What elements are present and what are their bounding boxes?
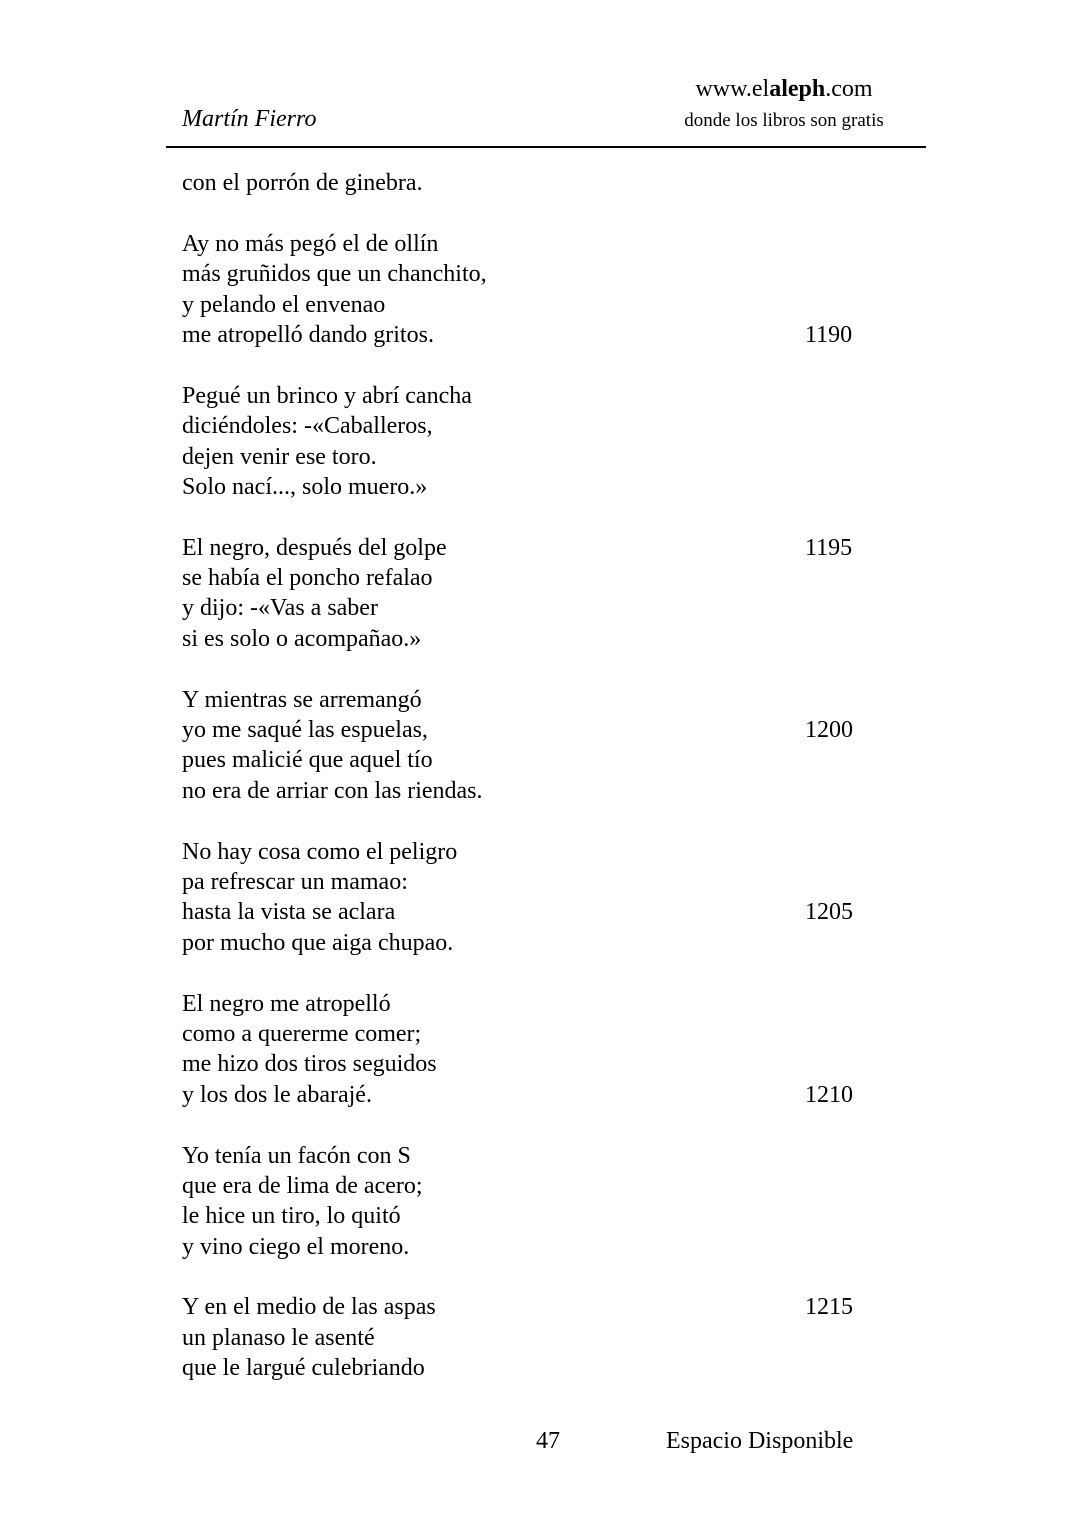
verse-line <box>182 624 882 654</box>
verse-line <box>182 1049 882 1079</box>
verse-text: No hay cosa como el peligro <box>182 838 458 865</box>
verse-line <box>182 1323 882 1353</box>
verse-text: dejen venir ese toro. <box>182 443 377 470</box>
verse-text: Pegué un brinco y abrí cancha <box>182 382 472 409</box>
stanza <box>182 685 882 807</box>
verse-text: me hizo dos tiros seguidos <box>182 1051 437 1078</box>
verse-line <box>182 442 882 472</box>
verse-line <box>182 1080 882 1110</box>
verse-line <box>182 928 882 958</box>
site-suffix: .com <box>825 76 873 102</box>
stanza <box>182 533 882 655</box>
verse-text: yo me saqué las espuelas, <box>182 717 428 744</box>
page-footer <box>0 1425 1080 1465</box>
verse-text: por mucho que aiga chupao. <box>182 929 454 956</box>
stanza <box>182 1141 882 1263</box>
verse-line <box>182 897 882 927</box>
verse-line <box>182 1232 882 1262</box>
verse-line <box>182 533 882 563</box>
page-header <box>0 0 1080 160</box>
page-number: 47 <box>536 1428 560 1454</box>
verse-line <box>182 1141 882 1171</box>
header-divider <box>166 146 926 148</box>
verse-text: Y mientras se arremangó <box>182 686 422 713</box>
verse-text: no era de arriar con las riendas. <box>182 777 483 804</box>
verse-text: hasta la vista se aclara <box>182 899 396 926</box>
verse-line <box>182 1292 882 1322</box>
verse-text: se había el poncho refalao <box>182 565 433 592</box>
verse-number: 1205 <box>805 899 853 926</box>
verse-text: y pelando el envenao <box>182 291 386 318</box>
verse-text: Y en el medio de las aspas <box>182 1294 436 1321</box>
verse-text: Ay no más pegó el de ollín <box>182 230 439 257</box>
site-name <box>640 74 928 104</box>
verse-line <box>182 290 882 320</box>
stanza <box>182 229 882 351</box>
verse-line <box>182 259 882 289</box>
stanza <box>182 168 882 198</box>
stanza <box>182 837 882 959</box>
footer-note: Espacio Disponible <box>666 1428 854 1454</box>
site-prefix: www.el <box>695 76 770 102</box>
verse-text: pues malicié que aquel tío <box>182 747 433 774</box>
verse-line <box>182 685 882 715</box>
verse-text: El negro me atropelló <box>182 990 391 1017</box>
verse-text: que era de lima de acero; <box>182 1172 423 1199</box>
verse-line <box>182 1019 882 1049</box>
verse-text: pa refrescar un mamao: <box>182 868 408 895</box>
verse-text: Solo nací..., solo muero.» <box>182 473 428 500</box>
book-title: Martín Fierro <box>182 106 317 132</box>
verse-number: 1195 <box>805 534 853 561</box>
stanza <box>182 381 882 503</box>
verse-line <box>182 411 882 441</box>
verse-line <box>182 320 882 350</box>
site-brand: aleph <box>769 76 826 102</box>
verse-line <box>182 1201 882 1231</box>
verse-number: 1200 <box>805 717 853 744</box>
verse-line <box>182 593 882 623</box>
verse-line <box>182 563 882 593</box>
site-tagline: donde los libros son gratis <box>684 110 884 131</box>
poem-body <box>182 168 882 1414</box>
verse-line <box>182 1353 882 1383</box>
verse-text: y dijo: -«Vas a saber <box>182 595 378 622</box>
verse-text: le hice un tiro, lo quitó <box>182 1203 401 1230</box>
verse-line <box>182 1171 882 1201</box>
verse-line <box>182 837 882 867</box>
verse-line <box>182 745 882 775</box>
verse-number: 1215 <box>805 1294 853 1321</box>
verse-text: con el porrón de ginebra. <box>182 170 423 196</box>
stanza <box>182 989 882 1111</box>
verse-line <box>182 168 882 198</box>
verse-text: diciéndoles: -«Caballeros, <box>182 413 433 440</box>
verse-text: más gruñidos que un chanchito, <box>182 261 487 288</box>
verse-text: como a quererme comer; <box>182 1020 422 1047</box>
verse-text: un planaso le asenté <box>182 1324 375 1351</box>
verse-text: y vino ciego el moreno. <box>182 1233 410 1260</box>
verse-text: si es solo o acompañao.» <box>182 625 422 652</box>
verse-text: que le largué culebriando <box>182 1355 425 1382</box>
verse-line <box>182 229 882 259</box>
verse-line <box>182 472 882 502</box>
verse-line <box>182 989 882 1019</box>
verse-line <box>182 381 882 411</box>
verse-text: me atropelló dando gritos. <box>182 321 434 348</box>
verse-line <box>182 867 882 897</box>
verse-number: 1210 <box>805 1081 853 1108</box>
verse-line <box>182 776 882 806</box>
stanza <box>182 1292 882 1383</box>
verse-number: 1190 <box>805 321 853 348</box>
verse-text: El negro, después del golpe <box>182 534 447 561</box>
verse-text: Yo tenía un facón con S <box>182 1142 411 1169</box>
verse-line <box>182 715 882 745</box>
verse-text: y los dos le abarajé. <box>182 1081 372 1108</box>
